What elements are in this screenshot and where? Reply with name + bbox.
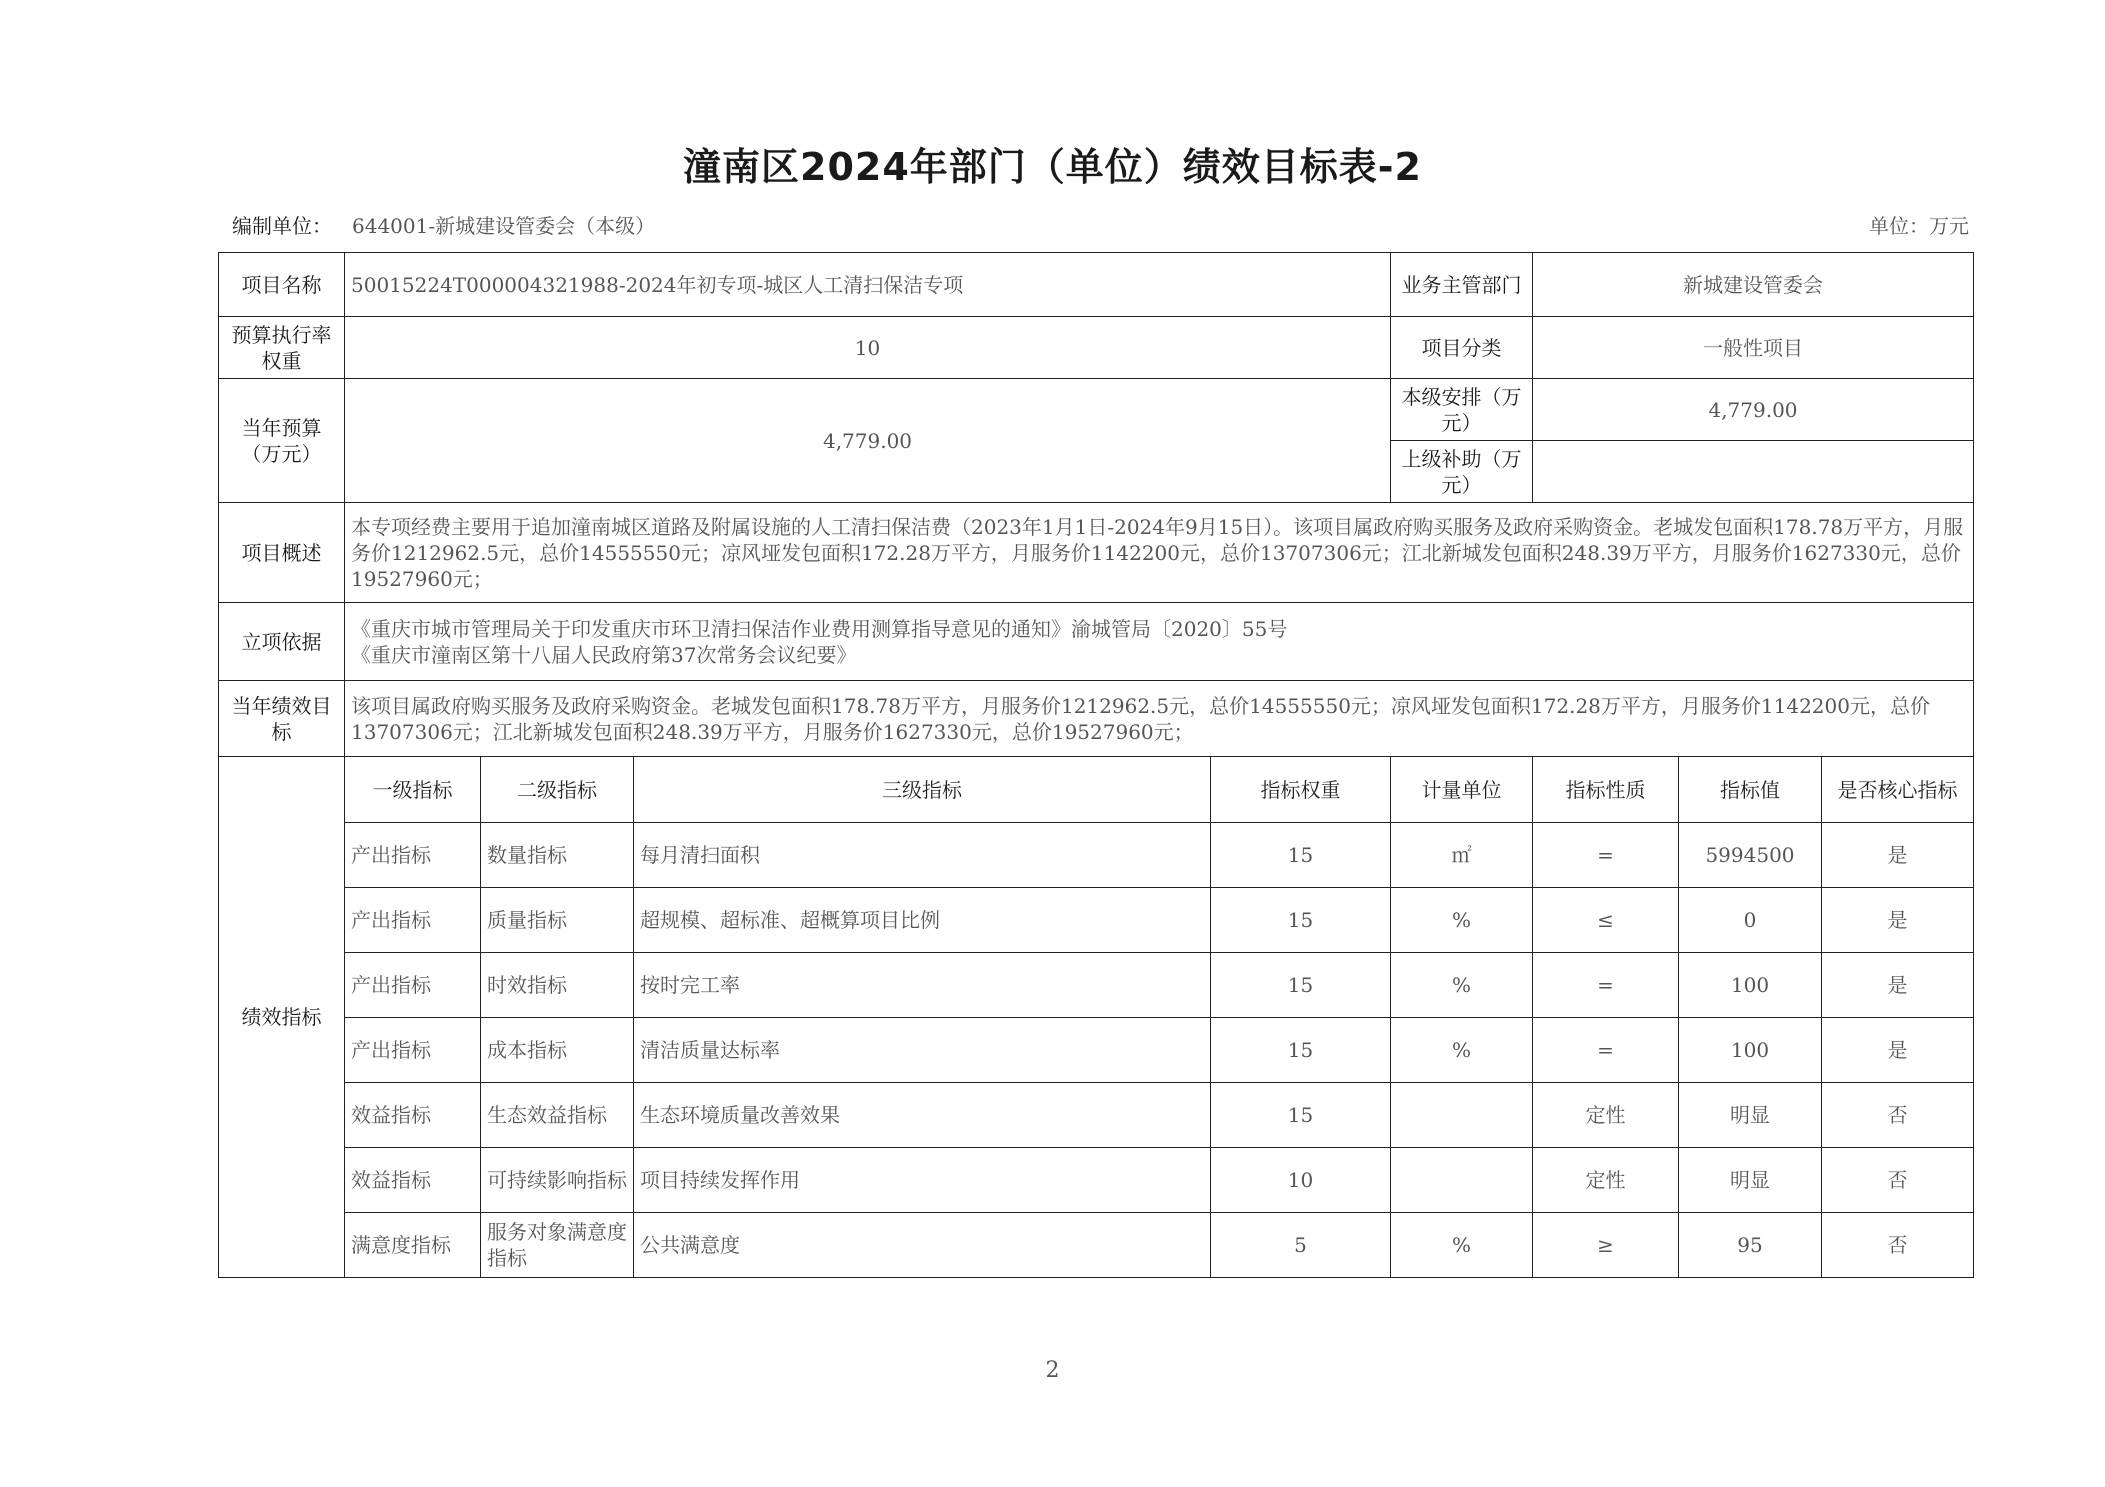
indicator-row [219,1018,1974,1083]
header-level1: 一级指标 [345,757,481,823]
basis-label: 立项依据 [219,603,345,681]
indicator-level3: 项目持续发挥作用 [634,1148,1211,1213]
indicator-core: 否 [1822,1213,1974,1278]
indicator-unit [1391,1148,1533,1213]
indicator-level3: 按时完工率 [634,953,1211,1018]
indicator-level2: 服务对象满意度指标 [481,1213,634,1278]
indicator-level1: 满意度指标 [345,1213,481,1278]
page-title: 潼南区2024年部门（单位）绩效目标表-2 [683,145,1422,189]
indicator-nature: 定性 [1533,1148,1679,1213]
department-value: 新城建设管委会 [1533,253,1974,317]
indicator-unit: % [1391,1018,1533,1083]
indicator-unit: % [1391,1213,1533,1278]
indicator-unit: % [1391,953,1533,1018]
annual-budget-row [219,379,1974,441]
indicator-level3: 每月清扫面积 [634,823,1211,888]
overview-value: 本专项经费主要用于追加潼南城区道路及附属设施的人工清扫保洁费（2023年1月1日-2024年9月15日）。该项目属政府购买服务及政府采购资金。老城发包面积178.78万平方，月服务价1212962.5元，总价14555550元；凉风垭发包面积172.28万平方，月服务价1142200元，总价13707306元；江北新城发包面积248.39万平方，月服务价1627330元，总价19527960元； [345,503,1974,603]
budget-weight-value: 10 [345,317,1391,379]
project-type-value: 一般性项目 [1533,317,1974,379]
indicator-level3: 清洁质量达标率 [634,1018,1211,1083]
indicator-value: 5994500 [1679,823,1822,888]
indicator-nature: 定性 [1533,1083,1679,1148]
indicator-row [219,888,1974,953]
basis-row [219,603,1974,681]
indicator-nature: ≤ [1533,888,1679,953]
header-level2: 二级指标 [481,757,634,823]
annual-budget-label: 当年预算（万元） [219,379,345,503]
indicator-core: 否 [1822,1148,1974,1213]
indicator-value: 95 [1679,1213,1822,1278]
annual-goal-value: 该项目属政府购买服务及政府采购资金。老城发包面积178.78万平方，月服务价1212962.5元，总价14555550元；凉风垭发包面积172.28万平方，月服务价1142200元，总价13707306元；江北新城发包面积248.39万平方，月服务价1627330元，总价19527960元； [345,681,1974,757]
indicator-row [219,823,1974,888]
compiling-unit [232,210,655,239]
indicators-label: 绩效指标 [219,757,345,1278]
indicator-core: 否 [1822,1083,1974,1148]
indicator-weight: 15 [1211,888,1391,953]
header-nature: 指标性质 [1533,757,1679,823]
indicator-level2: 成本指标 [481,1018,634,1083]
local-arrangement-label: 本级安排（万元） [1391,379,1533,441]
superior-subsidy-value [1533,441,1974,503]
indicator-nature: = [1533,953,1679,1018]
indicator-level1: 产出指标 [345,888,481,953]
superior-subsidy-label: 上级补助（万元） [1391,441,1533,503]
indicator-level2: 质量指标 [481,888,634,953]
header-core: 是否核心指标 [1822,757,1974,823]
annual-goal-label: 当年绩效目标 [219,681,345,757]
indicator-weight: 15 [1211,1018,1391,1083]
indicator-unit: ㎡ [1391,823,1533,888]
currency-unit: 单位：万元 [1869,214,1969,238]
header-unit: 计量单位 [1391,757,1533,823]
indicator-level3: 公共满意度 [634,1213,1211,1278]
performance-table [218,252,1974,1278]
basis-line-2: 《重庆市潼南区第十八届人民政府第37次常务会议纪要》 [351,642,857,667]
indicator-level2: 数量指标 [481,823,634,888]
indicator-level1: 效益指标 [345,1083,481,1148]
indicator-level2: 可持续影响指标 [481,1148,634,1213]
indicator-nature: = [1533,1018,1679,1083]
indicator-unit [1391,1083,1533,1148]
indicator-weight: 15 [1211,1083,1391,1148]
project-name-value: 50015224T000004321988-2024年初专项-城区人工清扫保洁专项 [345,253,1391,317]
indicator-row [219,953,1974,1018]
indicator-row [219,1213,1974,1278]
department-label: 业务主管部门 [1391,253,1533,317]
indicator-value: 0 [1679,888,1822,953]
basis-value [345,603,1974,681]
budget-weight-row [219,317,1974,379]
indicator-core: 是 [1822,1018,1974,1083]
overview-row [219,503,1974,603]
indicator-level1: 效益指标 [345,1148,481,1213]
indicator-row [219,1148,1974,1213]
basis-line-1: 《重庆市城市管理局关于印发重庆市环卫清扫保洁作业费用测算指导意见的通知》渝城管局〔2020〕55号 [351,616,1288,641]
indicator-level2: 生态效益指标 [481,1083,634,1148]
project-type-label: 项目分类 [1391,317,1533,379]
indicator-value: 100 [1679,1018,1822,1083]
indicator-unit: % [1391,888,1533,953]
indicator-value: 100 [1679,953,1822,1018]
indicator-level1: 产出指标 [345,953,481,1018]
indicator-row [219,1083,1974,1148]
page-number: 2 [1045,1358,1060,1383]
project-name-label: 项目名称 [219,253,345,317]
indicator-level1: 产出指标 [345,823,481,888]
local-arrangement-value: 4,779.00 [1533,379,1974,441]
indicator-weight: 15 [1211,823,1391,888]
indicator-core: 是 [1822,888,1974,953]
header-value: 指标值 [1679,757,1822,823]
indicator-level3: 生态环境质量改善效果 [634,1083,1211,1148]
project-name-row [219,253,1974,317]
budget-weight-label: 预算执行率权重 [219,317,345,379]
indicator-value: 明显 [1679,1083,1822,1148]
indicator-value: 明显 [1679,1148,1822,1213]
indicator-weight: 10 [1211,1148,1391,1213]
compiling-unit-value: 644001-新城建设管委会（本级） [352,214,656,238]
header-level3: 三级指标 [634,757,1211,823]
indicator-header-row [219,757,1974,823]
indicator-core: 是 [1822,823,1974,888]
indicator-weight: 5 [1211,1213,1391,1278]
indicator-level2: 时效指标 [481,953,634,1018]
annual-goal-row [219,681,1974,757]
indicator-level3: 超规模、超标准、超概算项目比例 [634,888,1211,953]
indicator-nature: ≥ [1533,1213,1679,1278]
indicator-level1: 产出指标 [345,1018,481,1083]
header-weight: 指标权重 [1211,757,1391,823]
indicator-core: 是 [1822,953,1974,1018]
annual-budget-value: 4,779.00 [345,379,1391,503]
indicator-nature: = [1533,823,1679,888]
overview-label: 项目概述 [219,503,345,603]
indicator-weight: 15 [1211,953,1391,1018]
compiling-unit-label: 编制单位： [232,214,332,238]
